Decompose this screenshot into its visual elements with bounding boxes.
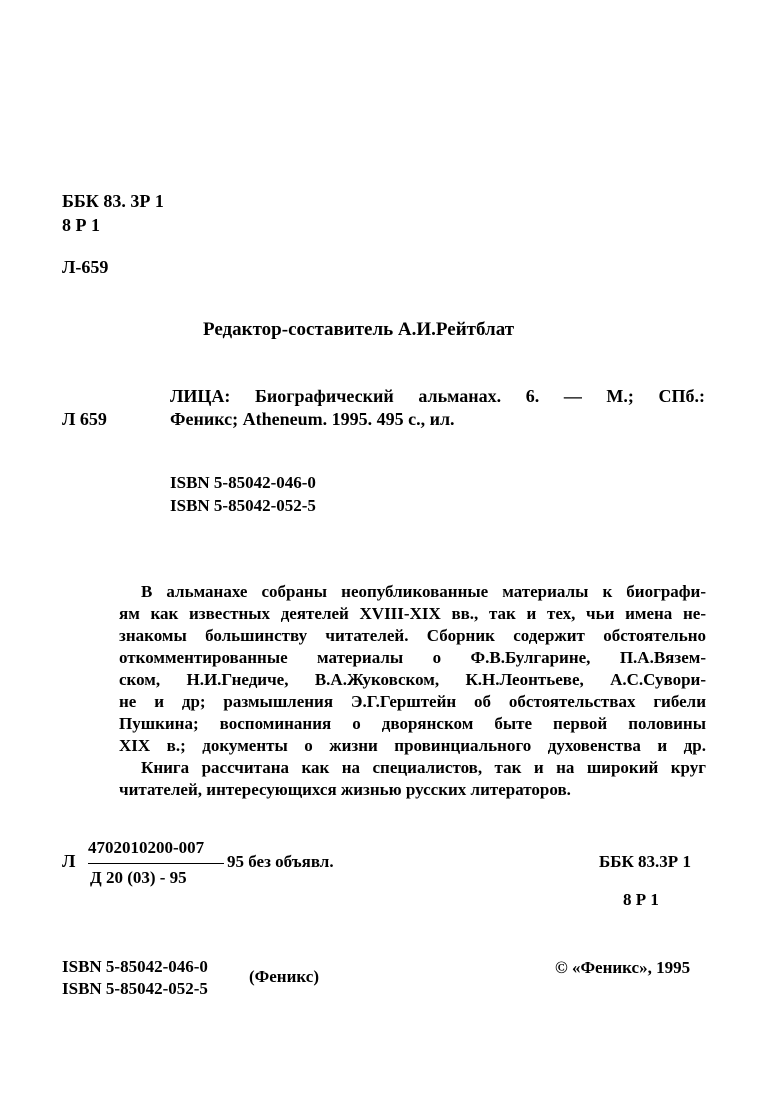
bbk-code-top: ББК 83. 3Р 1 [62,191,164,211]
bibliographic-line-2: Феникс; Atheneum. 1995. 495 с., ил. [170,409,455,429]
isbn-bottom-2: ISBN 5-85042-052-5 [62,979,208,998]
publisher-note: (Феникс) [249,967,319,986]
bibliographic-line-1: ЛИЦА: Биографический альманах. 6. — М.; СПб.: [170,386,705,406]
isbn-1: ISBN 5-85042-046-0 [170,473,316,492]
fraction-bar [88,863,224,864]
abstract-line: ям как известных деятелей XVIII-XIX вв., так и тех, чьи имена не- [119,604,706,623]
fraction-denominator: Д 20 (03) - 95 [90,868,187,887]
abstract-line: не и др; размышления Э.Г.Герштейн об обстоятельствах гибели [119,692,706,711]
isbn-bottom-1: ISBN 5-85042-046-0 [62,957,208,976]
abstract-line: знакомы большинству читателей. Сборник содержит обстоятельно [119,626,706,645]
bbk-code-bottom: ББК 83.3Р 1 [599,852,691,871]
classification-code-top: 8 Р 1 [62,215,100,235]
abstract-line: откомментированные материалы о Ф.В.Булгарине, П.А.Вязем- [119,648,706,667]
abstract-line: Пушкина; воспоминания о дворянском быте первой половины [119,714,706,733]
isbn-2: ISBN 5-85042-052-5 [170,496,316,515]
no-ad-note: 95 без объявл. [227,852,334,871]
copyright: © «Феникс», 1995 [555,958,691,977]
abstract-line: В альманахе собраны неопубликованные материалы к биографи- [141,582,706,601]
footer-letter: Л [62,851,76,871]
abstract-line: ском, Н.И.Гнедиче, В.А.Жуковском, К.Н.Леонтьеве, А.С.Сувори- [119,670,706,689]
abstract-line: читателей, интересующихся жизнью русских литераторов. [119,780,571,799]
author-mark-side: Л 659 [62,409,107,429]
editor-line: Редактор-составитель А.И.Рейтблат [203,319,515,340]
abstract-line: XIX в.; документы о жизни провинциального духовенства и др. [119,736,706,755]
classification-code-bottom: 8 Р 1 [623,890,659,909]
author-mark-top: Л-659 [62,257,109,277]
fraction-numerator: 4702010200-007 [88,838,205,857]
abstract-line: Книга рассчитана как на специалистов, так и на широкий круг [141,758,706,777]
